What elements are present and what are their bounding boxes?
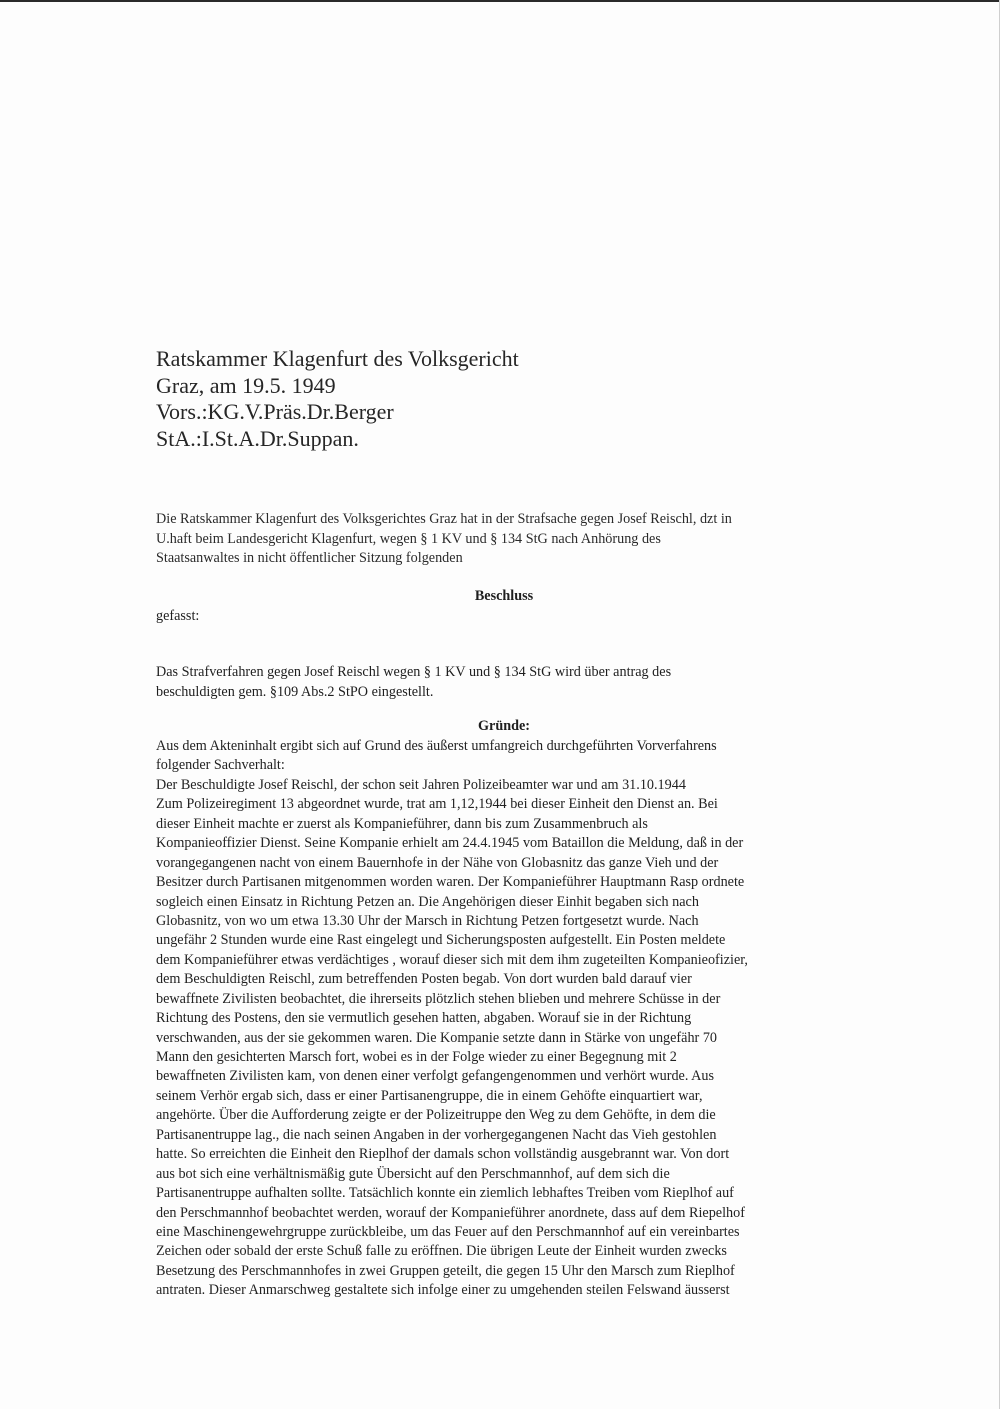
- gefasst-label: gefasst:: [156, 608, 200, 624]
- body-line: Zeichen oder sobald der erste Schuß falle zu eröffnen. Die übrigen Leute der Einheit wurden zwecks: [156, 1243, 727, 1260]
- body-line: bewaffnete Zivilisten beobachtet, die ihrerseits plötzlich stehen blieben und mehrere Schüsse in der: [156, 990, 721, 1007]
- body-line: dem Kompanieführer etwas verdächtiges , worauf dieser sich mit dem ihm zugeteilten Kompanieofizier,: [156, 951, 748, 968]
- body-line: Besetzung des Perschmannhofes in zwei Gruppen geteilt, die gegen 15 Uhr den Marsch zum Rieplhof: [156, 1262, 735, 1279]
- document-heading: [156, 346, 519, 452]
- body-line: Kompanieoffizier Dienst. Seine Kompanie erhielt am 24.4.1945 vom Bataillon die Meldung, daß in der: [156, 835, 744, 852]
- body-line: Aus dem Akteninhalt ergibt sich auf Grund des äußerst umfangreich durchgeführten Vorverfahrens: [156, 738, 717, 754]
- scan-top-edge: [0, 0, 1000, 2]
- body-line: den Perschmannhof beobachtet werden, worauf der Kompanieführer anordnete, dass auf dem Riepelhof: [156, 1204, 745, 1221]
- body-line: Partisanentruppe aufhalten sollte. Tatsächlich konnte ein ziemlich lebhaftes Treiben vom Rieplhof auf: [156, 1185, 734, 1202]
- beschluss-title: Beschluss: [474, 588, 534, 604]
- body-line: vorangegangenen nacht von einem Bauernhofe in der Nähe von Globasnitz das ganze Vieh und der: [156, 854, 719, 871]
- intro-line: U.haft beim Landesgericht Klagenfurt, wegen § 1 KV und § 134 StG nach Anhörung des: [156, 530, 661, 547]
- body-line: dieser Einheit machte er zuerst als Kompanieführer, dann bis zum Zusammenbruch als: [156, 815, 648, 832]
- ruling-line: beschuldigten gem. §109 Abs.2 StPO eingestellt.: [156, 683, 434, 700]
- intro-line: Staatsanwaltes in nicht öffentlicher Sitzung folgenden: [156, 550, 463, 566]
- body-line: aus bot sich eine verhältnismäßig gute Übersicht auf den Perschmannhof, auf dem sich die: [156, 1165, 670, 1182]
- body-line: Der Beschuldigte Josef Reischl, der schon seit Jahren Polizeibeamter war und am 31.10.1944: [156, 776, 686, 793]
- heading-prosecutor: StA.:I.St.A.Dr.Suppan.: [156, 425, 359, 451]
- heading-place-date: Graz, am 19.5. 1949: [156, 372, 336, 398]
- ruling-line: Das Strafverfahren gegen Josef Reischl wegen § 1 KV und § 134 StG wird über antrag des: [156, 664, 672, 680]
- body-line: bewaffneten Zivilisten kam, von denen einer verfolgt gefangengenommen und verhört wurde. Aus: [156, 1068, 715, 1085]
- heading-court: Ratskammer Klagenfurt des Volksgericht: [156, 346, 519, 371]
- intro-paragraph: [156, 510, 856, 569]
- body-line: Globasnitz, von wo um etwa 13.30 Uhr der Marsch in Richtung Petzen fortgesetzt wurde. Nach: [156, 912, 699, 929]
- body-line: folgender Sachverhalt:: [156, 757, 285, 774]
- gruende-title: Gründe:: [477, 718, 531, 734]
- body-line: sogleich einen Einsatz in Richtung Petzen an. Die Angehörigen dieser Einhit begaben sich nach: [156, 893, 699, 910]
- body-line: antraten. Dieser Anmarschweg gestaltete sich infolge einer zu umgehenden steilen Felswand äusserst: [156, 1282, 730, 1299]
- body-line: eine Maschinengewehrgruppe zurückbleibe, um das Feuer auf den Perschmannhof auf ein vereinbartes: [156, 1223, 740, 1240]
- body-line: dem Beschuldigten Reischl, zum betreffenden Posten begab. Von dort wurden bald darauf vier: [156, 971, 692, 988]
- body-line: seinem Verhör ergab sich, dass er einer Partisanengruppe, die in einem Gehöfte einquartiert war,: [156, 1087, 703, 1104]
- body-line: hatte. So erreichten die Einheit den Rieplhof der damals schon vollständig ausgebrannt war. Von dort: [156, 1146, 730, 1163]
- body-line: ungefähr 2 Stunden wurde eine Rast eingelegt und Sicherungsposten aufgestellt. Ein Posten meldete: [156, 932, 726, 949]
- body-line: Mann den gesichterten Marsch fort, wobei es in der Folge wieder zu einer Begegnung mit 2: [156, 1049, 677, 1065]
- intro-line: Die Ratskammer Klagenfurt des Volksgerichtes Graz hat in der Strafsache gegen Josef Reischl, dzt in: [156, 511, 732, 527]
- reasons-body: [156, 737, 856, 1301]
- heading-presiding: Vors.:KG.V.Präs.Dr.Berger: [156, 399, 394, 424]
- body-line: angehörte. Über die Aufforderung zeigte er der Polizeitruppe den Weg zu dem Gehöfte, in dem die: [156, 1107, 716, 1124]
- body-line: verschwanden, aus der sie gekommen waren. Die Kompanie setzte dann in Stärke von ungefähr 70: [156, 1029, 718, 1046]
- body-line: Zum Polizeiregiment 13 abgeordnet wurde, trat am 1,12,1944 bei dieser Einheit den Dienst an. Bei: [156, 796, 718, 813]
- body-line: Besitzer durch Partisanen mitgenommen worden waren. Der Kompanieführer Hauptmann Rasp ordnete: [156, 874, 745, 891]
- body-line: Richtung des Postens, den sie vermutlich gesehen hatten, abgaben. Worauf sie in der Richtung: [156, 1010, 692, 1027]
- body-line: Partisanentruppe lag., die nach seinen Angaben in der vorhergegangenen Nacht das Vieh gestohlen: [156, 1126, 717, 1143]
- ruling-paragraph: [156, 663, 671, 702]
